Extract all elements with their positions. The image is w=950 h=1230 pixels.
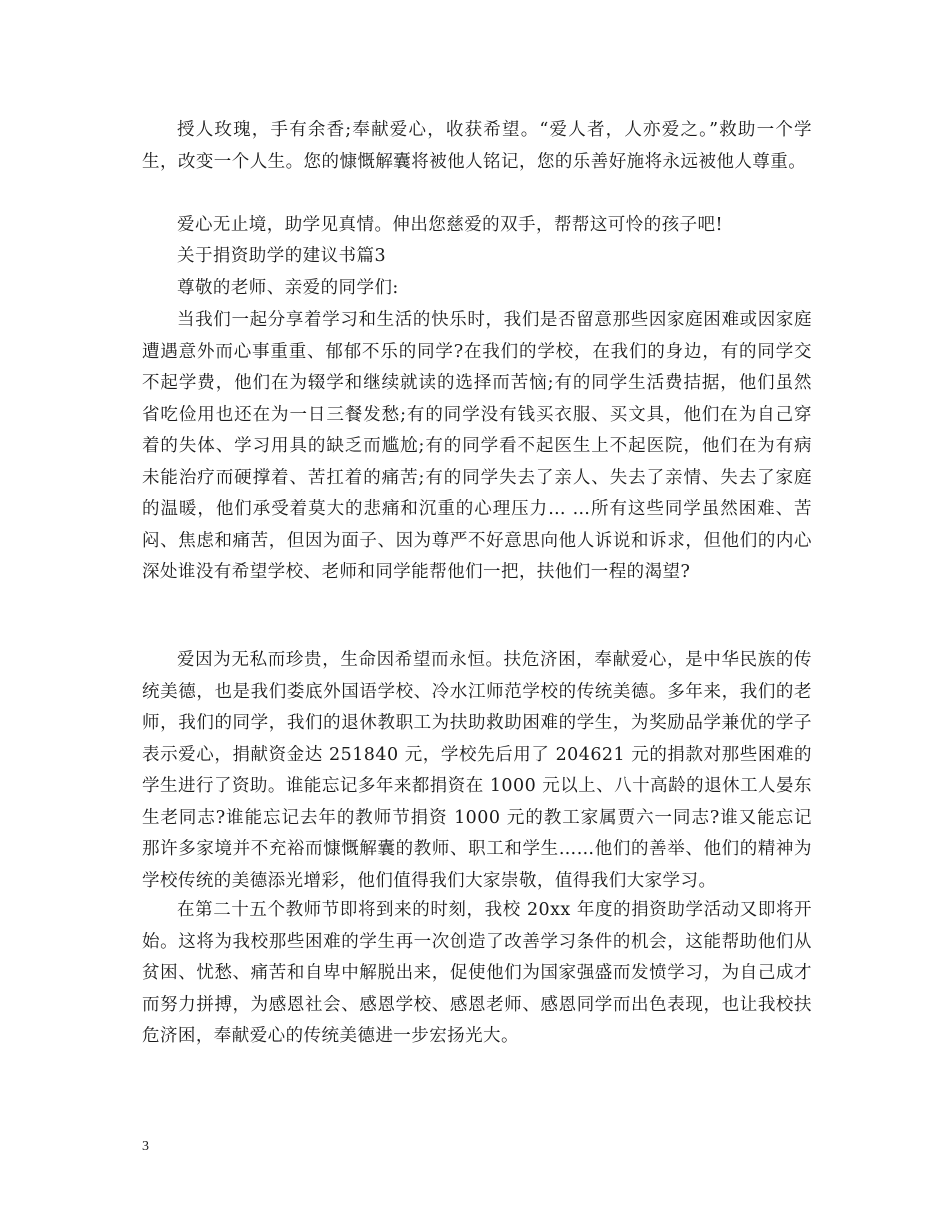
- paragraph-traditional-virtue: 爱因为无私而珍贵，生命因希望而永恒。扶危济困，奉献爱心，是中华民族的传统美德，也是我们娄底外国语学校、冷水江师范学校的传统美德。多年来，我们的老师，我们的同学，我们的退休教职工为扶助救助困难的学生，为奖励品学兼优的学子表示爱心，捐献资金达 251840 元，学校先后用了 204621 元的捐款对那些困难的学生进行了资助。谁能忘记多年来都捐资在 1000 元以上、八十高龄的退休工人晏东生老同志?谁能忘记去年的教师节捐资 1000 元的教工家属贾六一同志?谁又能忘记那许多家境并不充裕而慷慨解囊的教师、职工和学生……他们的善举、他们的精神为学校传统的美德添光增彩，他们值得我们大家崇敬，值得我们大家学习。: [142, 650, 812, 891]
- paragraph-teachers-day-activity: 在第二十五个教师节即将到来的时刻，我校 20xx 年度的捐资助学活动又即将开始。这将为我校那些困难的学生再一次创造了改善学习条件的机会，这能帮助他们从贫困、忧愁、痛苦和自卑中解脱出来，促使他们为国家强盛而发愤学习，为自己成才而努力拼搏，为感恩社会、感恩学校、感恩老师、感恩同学而出色表现，也让我校扶危济困，奉献爱心的传统美德进一步宏扬光大。: [142, 900, 812, 1046]
- paragraph-classmates-hardship: 当我们一起分享着学习和生活的快乐时，我们是否留意那些因家庭困难或因家庭遭遇意外而心事重重、郁郁不乐的同学?在我们的学校，在我们的身边，有的同学交不起学费，他们在为辍学和继续就读的选择而苦恼;有的同学生活费拮据，他们虽然省吃俭用也还在为一日三餐发愁;有的同学没有钱买衣服、买文具，他们在为自己穿着的失体、学习用具的缺乏而尴尬;有的同学看不起医生上不起医院，他们在为有病未能治疗而硬撑着、苦扛着的痛苦;有的同学失去了亲人、失去了亲情、失去了家庭的温暖，他们承受着莫大的悲痛和沉重的心理压力… …所有这些同学虽然困难、苦闷、焦虑和痛苦，但因为面子、因为尊严不好意思向他人诉说和诉求，但他们的内心深处谁没有希望学校、老师和同学能帮他们一把，扶他们一程的渴望?: [142, 310, 812, 582]
- paragraph-rose-fragrance: 授人玫瑰，手有余香;奉献爱心，收获希望。“爱人者，人亦爱之。”救助一个学生，改变一个人生。您的慷慨解囊将被他人铭记，您的乐善好施将永远被他人尊重。: [142, 120, 812, 172]
- salutation: 尊敬的老师、亲爱的同学们:: [177, 278, 399, 298]
- paragraph-boundless-love: 爱心无止境，助学见真情。伸出您慈爱的双手，帮帮这可怜的孩子吧!: [177, 215, 723, 235]
- section-heading: 关于捐资助学的建议书篇3: [177, 246, 387, 266]
- page-number: 3: [142, 1139, 149, 1154]
